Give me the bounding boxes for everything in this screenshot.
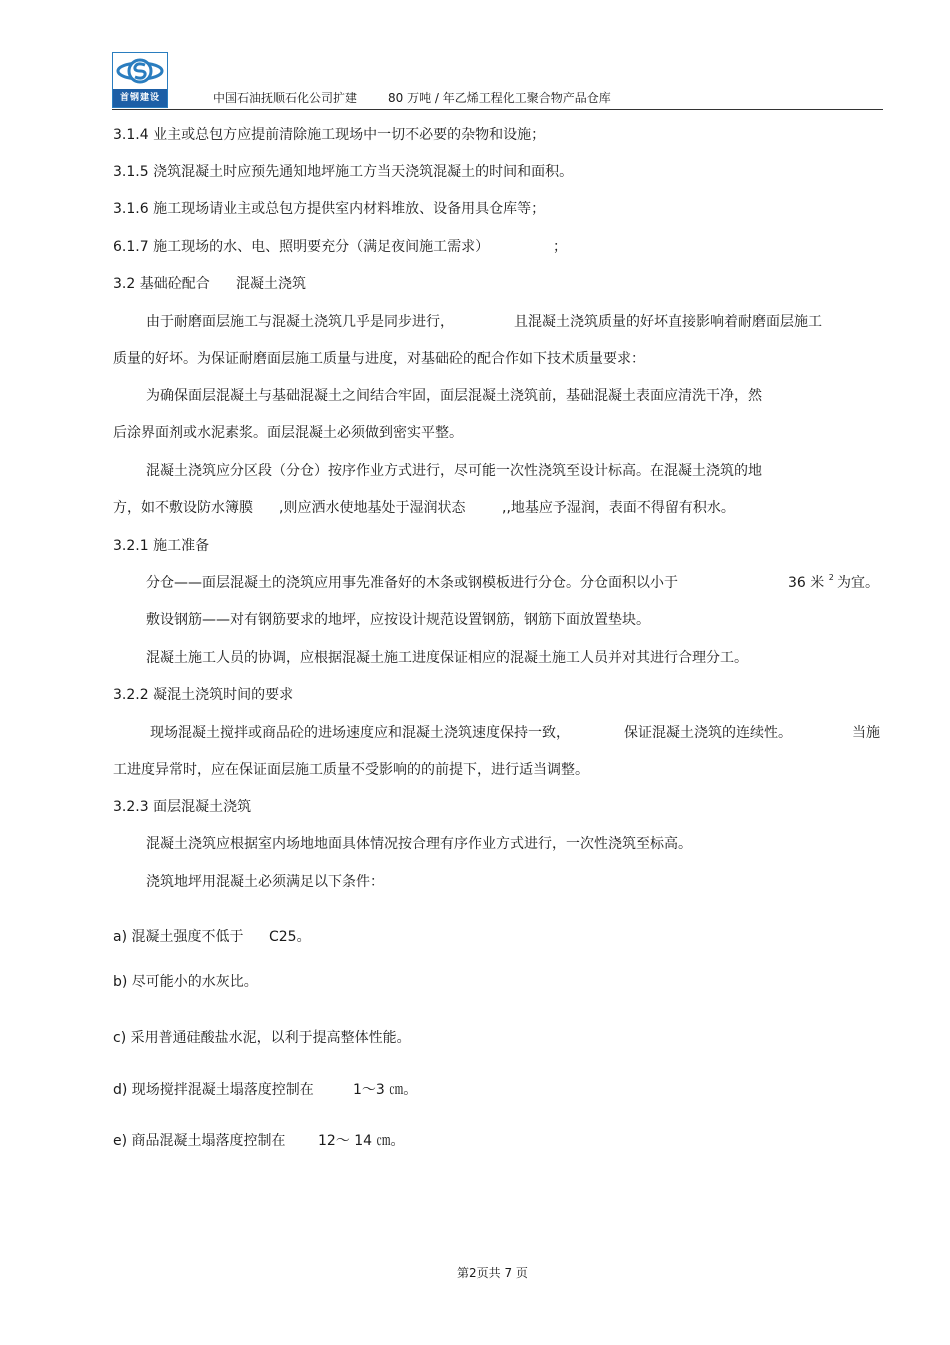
condition-d-label: d) 现场搅拌混凝土塌落度控制在 <box>113 1082 314 1098</box>
item-partition-a: 分仓——面层混凝土的浇筑应用事先准备好的木条或钢模板进行分仓。分仓面积以小于 <box>146 575 678 591</box>
clause-6-1-7: 6.1.7 施工现场的水、电、照明要充分（满足夜间施工需求） <box>113 239 490 255</box>
header-title-part1: 中国石油抚顺石化公司扩建 <box>213 91 358 105</box>
section-3-2-title: 3.2 基础砼配合 <box>113 276 210 292</box>
para-3-line-2a: 方，如不敷设防水簿膜 <box>113 500 253 516</box>
condition-c: c) 采用普通硅酸盐水泥，以利于提高整体性能。 <box>113 1030 411 1046</box>
item-partition-b: 36 米 $^2$ <box>788 573 834 591</box>
para-4-line-1c: 当施 <box>852 725 880 741</box>
para-3-line-2c: ,,地基应予湿润，表面不得留有积水。 <box>502 500 735 516</box>
section-3-2-3-title: 3.2.3 面层混凝土浇筑 <box>113 799 252 815</box>
company-logo <box>112 52 168 108</box>
condition-b: b) 尽可能小的水灰比。 <box>113 974 258 990</box>
header-title-part2: 80 万吨 / 年乙烯工程化工聚合物产品仓库 <box>388 91 611 105</box>
condition-d-value: 1～3 ㎝。 <box>353 1082 418 1098</box>
clause-6-1-7-end: ； <box>553 239 567 255</box>
para-2-line-1: 为确保面层混凝土与基础混凝土之间结合牢固，面层混凝土浇筑前，基础混凝土表面应清洗干净，然 <box>146 388 762 404</box>
para-2-line-2: 后涂界面剂或水泥素浆。面层混凝土必须做到密实平整。 <box>113 425 463 441</box>
para-1-line-2: 质量的好坏。为保证耐磨面层施工质量与进度，对基础砼的配合作如下技术质量要求： <box>113 351 645 367</box>
header-divider <box>112 109 883 110</box>
clause-3-1-5: 3.1.5 浇筑混凝土时应预先通知地坪施工方当天浇筑混凝土的时间和面积。 <box>113 164 574 180</box>
clause-3-1-6: 3.1.6 施工现场请业主或总包方提供室内材料堆放、设备用具仓库等； <box>113 201 546 217</box>
condition-a-value: C25。 <box>269 929 311 945</box>
condition-a-label: a) 混凝土强度不低于 <box>113 929 244 945</box>
para-4-line-1b: 保证混凝土浇筑的连续性。 <box>624 725 792 741</box>
item-partition-c: 为宜。 <box>837 575 879 591</box>
para-6: 浇筑地坪用混凝土必须满足以下条件： <box>146 874 384 890</box>
para-4-line-1a: 现场混凝土搅拌或商品砼的进场速度应和混凝土浇筑速度保持一致， <box>150 725 570 741</box>
condition-e-value: 12～ 14 ㎝。 <box>318 1133 405 1149</box>
condition-e-label: e) 商品混凝土塌落度控制在 <box>113 1133 286 1149</box>
para-3-line-2b: ,则应洒水使地基处于湿润状态 <box>279 500 466 516</box>
logo-emblem-icon <box>113 53 167 89</box>
clause-3-1-4: 3.1.4 业主或总包方应提前清除施工现场中一切不必要的杂物和设施； <box>113 127 546 143</box>
para-4-line-2: 工进度异常时，应在保证面层施工质量不受影响的的前提下，进行适当调整。 <box>113 762 589 778</box>
para-5: 混凝土浇筑应根据室内场地地面具体情况按合理有序作业方式进行，一次性浇筑至标高。 <box>146 836 692 852</box>
item-staff: 混凝土施工人员的协调，应根据混凝土施工进度保证相应的混凝土施工人员并对其进行合理分工。 <box>146 650 748 666</box>
logo-text: 首钢建设 <box>113 89 167 107</box>
para-1-line-1b: 且混凝土浇筑质量的好坏直接影响着耐磨面层施工 <box>514 314 822 330</box>
section-3-2-2-title: 3.2.2 凝混土浇筑时间的要求 <box>113 687 294 703</box>
item-rebar: 敷设钢筋——对有钢筋要求的地坪，应按设计规范设置钢筋，钢筋下面放置垫块。 <box>146 612 650 628</box>
page-number: 第2页共 7 页 <box>457 1266 528 1280</box>
section-3-2-1-title: 3.2.1 施工准备 <box>113 538 210 554</box>
section-3-2-title-cont: 混凝土浇筑 <box>236 276 306 292</box>
para-3-line-1: 混凝土浇筑应分区段（分仓）按序作业方式进行，尽可能一次性浇筑至设计标高。在混凝土浇筑的地 <box>146 463 762 479</box>
para-1-line-1a: 由于耐磨面层施工与混凝土浇筑几乎是同步进行， <box>146 314 454 330</box>
